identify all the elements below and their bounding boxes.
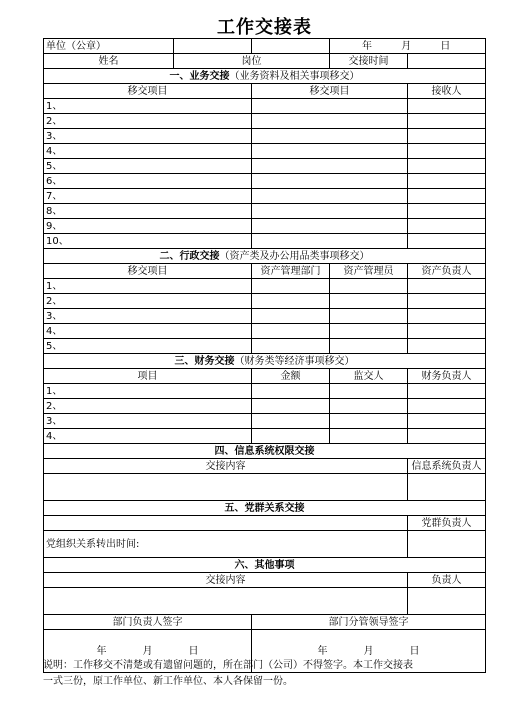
section3-row[interactable]: 2、 (44, 399, 252, 414)
section1-row[interactable]: 9、 (44, 219, 252, 234)
section3-row[interactable]: 4、 (44, 429, 252, 444)
form-title: 工作交接表 (217, 17, 312, 38)
name-label: 姓名 (44, 54, 174, 69)
section3-row[interactable]: 1、 (44, 384, 252, 399)
section4-content[interactable] (44, 474, 408, 501)
section4-owner[interactable] (408, 474, 486, 501)
section1-row[interactable]: 8、 (44, 204, 252, 219)
section1-row[interactable]: 5、 (44, 159, 252, 174)
section4-col2: 信息系统负责人 (408, 459, 486, 474)
section2-col3: 资产管理员 (330, 264, 408, 279)
section5-title: 五、党群关系交接 (44, 501, 486, 516)
section1-row[interactable]: 1、 (44, 99, 252, 114)
section4-col1: 交接内容 (44, 459, 408, 474)
section2-row[interactable]: 5、 (44, 339, 252, 354)
position-label: 岗位 (174, 54, 330, 69)
leader-sign-date[interactable]: 年 月 日 (252, 630, 486, 673)
section2-col2: 资产管理部门 (252, 264, 330, 279)
section2-row[interactable]: 2、 (44, 294, 252, 309)
section1-row[interactable]: 4、 (44, 144, 252, 159)
section3-col2: 金额 (252, 369, 330, 384)
section6-col1: 交接内容 (44, 573, 408, 588)
section1-col3: 接收人 (408, 84, 486, 99)
section6-owner[interactable] (408, 588, 486, 615)
section2-col1: 移交项目 (44, 264, 252, 279)
section3-title: 三、财务交接（财务类等经济事项移交） (44, 354, 486, 369)
party-transfer-time[interactable]: 党组织关系转出时间: (44, 531, 408, 558)
unit-value[interactable] (174, 39, 252, 54)
section3-col1: 项目 (44, 369, 252, 384)
dept-head-sign-label: 部门负责人签字 (44, 615, 252, 630)
section5-owner[interactable] (408, 531, 486, 558)
section2-row[interactable]: 3、 (44, 309, 252, 324)
section6-title: 六、其他事项 (44, 558, 486, 573)
section4-title: 四、信息系统权限交接 (44, 444, 486, 459)
section1-row[interactable]: 10、 (44, 234, 252, 249)
unit-label: 单位（公章） (44, 39, 174, 54)
section3-col3: 监交人 (330, 369, 408, 384)
form-note: 说明：工作移交不清楚或有遗留问题的，所在部门（公司）不得签字。本工作交接表 一式三份，原工作单位、新工作单位、本人各保留一份。 (43, 660, 413, 687)
section3-row[interactable]: 3、 (44, 414, 252, 429)
section2-title: 二、行政交接（资产类及办公用品类事项移交） (44, 249, 486, 264)
section2-row[interactable]: 4、 (44, 324, 252, 339)
handover-time-label: 交接时间 (330, 54, 408, 69)
section1-row[interactable]: 6、 (44, 174, 252, 189)
section1-row[interactable]: 3、 (44, 129, 252, 144)
handover-table (43, 38, 486, 673)
section1-title: 一、业务交接（业务资料及相关事项移交） (44, 69, 486, 84)
section1-col2: 移交项目 (252, 84, 408, 99)
section1-row[interactable]: 2、 (44, 114, 252, 129)
section1-row[interactable]: 7、 (44, 189, 252, 204)
unit-value-2[interactable] (252, 39, 330, 54)
section6-content[interactable] (44, 588, 408, 615)
leader-sign-label: 部门分管领导签字 (252, 615, 486, 630)
section5-blank (44, 516, 408, 531)
section6-col2: 负责人 (408, 573, 486, 588)
section3-col4: 财务负责人 (408, 369, 486, 384)
section2-row[interactable]: 1、 (44, 279, 252, 294)
header-date[interactable]: 年 月 日 (330, 39, 486, 54)
section5-col2: 党群负责人 (408, 516, 486, 531)
section1-col1: 移交项目 (44, 84, 252, 99)
dept-head-sign-date[interactable]: 年 月 日 (44, 630, 252, 673)
handover-time-value[interactable] (408, 54, 486, 69)
section2-col4: 资产负责人 (408, 264, 486, 279)
